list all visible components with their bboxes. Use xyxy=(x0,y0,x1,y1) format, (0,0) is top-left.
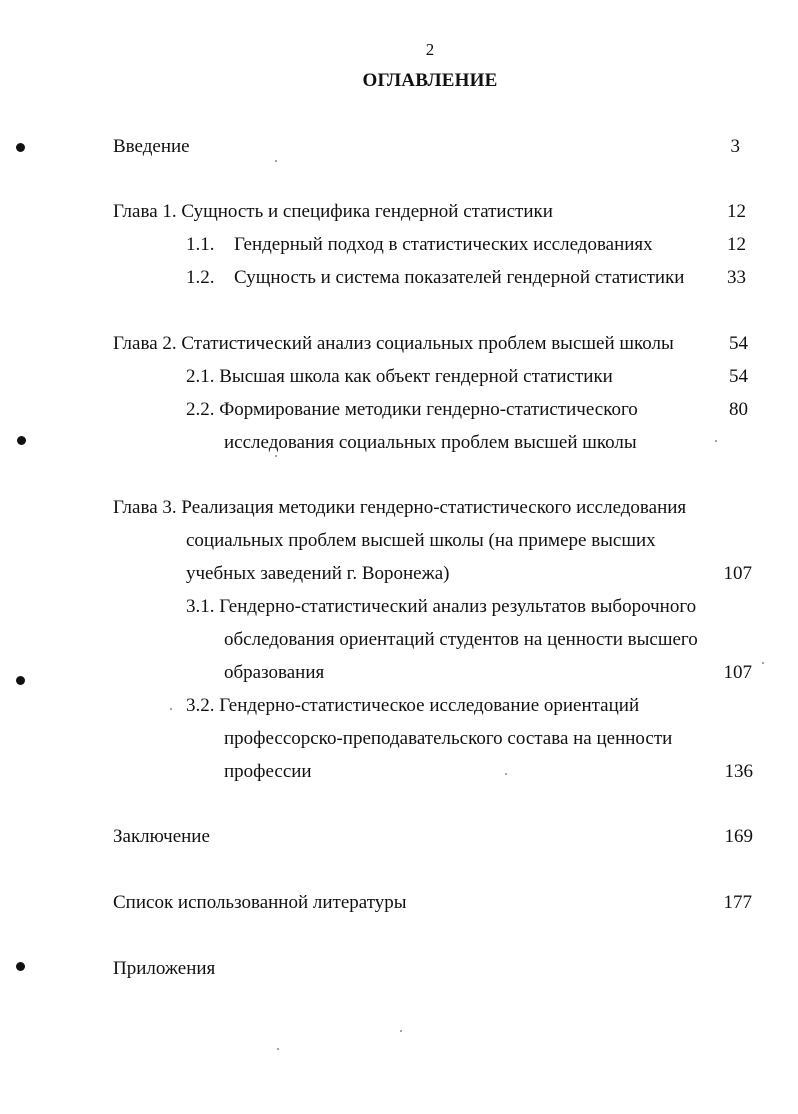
scan-speck xyxy=(275,160,277,162)
toc-entry-references[interactable]: Список использованной литературы xyxy=(113,892,407,913)
toc-entry-section-2-2-cont[interactable]: исследования социальных проблем высшей школы xyxy=(224,432,637,453)
toc-page-section-1-2: 33 xyxy=(727,267,746,288)
binder-hole-mark xyxy=(16,962,25,971)
toc-entry-chapter-3-cont[interactable]: учебных заведений г. Воронежа) xyxy=(186,563,450,584)
binder-hole-mark xyxy=(16,676,25,685)
page-title: ОГЛАВЛЕНИЕ xyxy=(362,70,498,91)
toc-page-section-1-1: 12 xyxy=(727,234,746,255)
section-label: Гендерный подход в статистических исследованиях xyxy=(234,234,653,255)
scan-speck xyxy=(762,662,764,664)
binder-hole-mark xyxy=(17,436,26,445)
toc-page-section-2-2: 80 xyxy=(729,399,748,420)
toc-entry-chapter-2[interactable]: Глава 2. Статистический анализ социальных проблем высшей школы xyxy=(113,333,674,354)
toc-entry-section-1-1[interactable] xyxy=(186,233,653,257)
toc-entry-section-3-2-cont[interactable]: профессии xyxy=(224,761,312,782)
binder-hole-mark xyxy=(16,143,25,152)
scan-speck xyxy=(170,708,172,710)
toc-page-intro: 3 xyxy=(730,136,740,157)
page-number: 2 xyxy=(425,40,435,59)
scan-speck xyxy=(277,1048,279,1050)
toc-entry-chapter-1[interactable]: Глава 1. Сущность и специфика гендерной статистики xyxy=(113,201,553,222)
toc-page-section-3-2: 136 xyxy=(724,761,753,782)
toc-entry-conclusion[interactable]: Заключение xyxy=(113,826,210,847)
toc-entry-section-3-2[interactable]: 3.2. Гендерно-статистическое исследование ориентаций xyxy=(186,695,640,716)
scan-speck xyxy=(715,440,717,442)
toc-entry-section-1-2[interactable] xyxy=(186,266,684,290)
toc-page-section-2-1: 54 xyxy=(729,366,748,387)
toc-page-chapter-2: 54 xyxy=(729,333,748,354)
toc-entry-section-3-1[interactable]: 3.1. Гендерно-статистический анализ результатов выборочного xyxy=(186,596,697,617)
toc-entry-chapter-3[interactable]: Глава 3. Реализация методики гендерно-статистического исследования xyxy=(113,497,687,518)
toc-page-section-3-1: 107 xyxy=(723,662,752,683)
section-number: 1.1. xyxy=(186,234,215,255)
toc-entry-section-3-1-cont[interactable]: образования xyxy=(224,662,325,683)
toc-page-chapter-1: 12 xyxy=(727,201,746,222)
scan-speck xyxy=(275,455,277,457)
toc-page-references: 177 xyxy=(723,892,752,913)
scan-speck xyxy=(400,1030,402,1032)
toc-entry-intro[interactable]: Введение xyxy=(113,136,190,157)
toc-entry-chapter-3-cont[interactable]: социальных проблем высшей школы (на примере высших xyxy=(186,530,656,551)
toc-entry-section-2-2[interactable]: 2.2. Формирование методики гендерно-статистического xyxy=(186,399,638,420)
section-label: Сущность и система показателей гендерной статистики xyxy=(234,267,685,288)
toc-page-conclusion: 169 xyxy=(724,826,753,847)
toc-entry-section-3-1-cont[interactable]: обследования ориентаций студентов на ценности высшего xyxy=(224,629,698,650)
toc-entry-appendices[interactable]: Приложения xyxy=(113,958,216,979)
toc-entry-section-3-2-cont[interactable]: профессорско-преподавательского состава на ценности xyxy=(224,728,673,749)
toc-entry-section-2-1[interactable]: 2.1. Высшая школа как объект гендерной статистики xyxy=(186,366,613,387)
toc-page-chapter-3: 107 xyxy=(723,563,752,584)
section-number: 1.2. xyxy=(186,267,215,288)
scan-speck xyxy=(505,773,507,775)
